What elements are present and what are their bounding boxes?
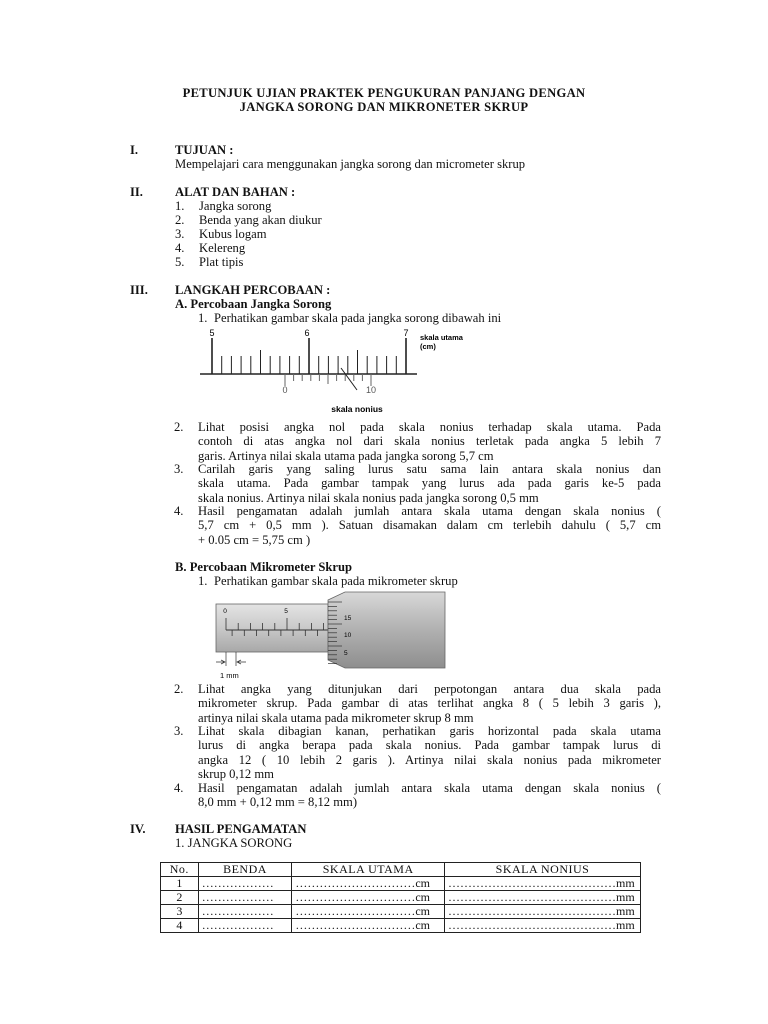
section-heading-alat: ALAT DAN BAHAN : bbox=[175, 185, 296, 199]
caliper-nonius-scale-ticks bbox=[285, 374, 371, 386]
skala-nonius-cell[interactable]: ……………………………………mm bbox=[445, 877, 641, 891]
skala-utama-cell[interactable]: …………………………cm bbox=[292, 905, 445, 919]
caliper-scale-figure bbox=[195, 326, 485, 418]
caliper-step-3: 3. Carilah garis yang saling lurus satu sama lain antara skala nonius dan skala utama. Pada gambar tampak yang lurus ada pada garis ke-5 pada skala nonius. Artinya nilai skala nonius pada jangka sorong 0,5 mm bbox=[174, 462, 661, 505]
micrometer-step-2: 2. Lihat angka yang ditunjukan dari perpotongan antara dua skala pada mikrometer skrup. Pada gambar di atas terlihat angka 8 ( 5 lebih 3 garis ), artinya nilai skala utama pada mikrometer skrup 8 mm bbox=[174, 682, 661, 725]
row-number: 1 bbox=[161, 877, 199, 891]
skala-utama-cell[interactable]: …………………………cm bbox=[292, 919, 445, 933]
benda-cell[interactable]: ……………… bbox=[198, 919, 292, 933]
micrometer-thimble-number: 10 bbox=[344, 632, 352, 639]
skala-utama-cell[interactable]: …………………………cm bbox=[292, 877, 445, 891]
caliper-label-nonius: skala nonius bbox=[331, 404, 383, 414]
caliper-main-number: 7 bbox=[403, 328, 409, 338]
micrometer-label-mm: 1 mm bbox=[220, 671, 239, 680]
section-number-2: II. bbox=[130, 185, 143, 199]
subsection-a-heading: A. Percobaan Jangka Sorong bbox=[175, 297, 332, 311]
tujuan-text: Mempelajari cara menggunakan jangka sorong dan micrometer skrup bbox=[175, 157, 526, 171]
caliper-main-number: 5 bbox=[209, 328, 215, 338]
column-header: BENDA bbox=[198, 863, 292, 877]
row-number: 3 bbox=[161, 905, 199, 919]
table-row bbox=[161, 905, 641, 919]
section-heading-hasil: HASIL PENGAMATAN bbox=[175, 822, 307, 836]
micrometer-step-3: 3. Lihat skala dibagian kanan, perhatikan garis horizontal pada skala utama lurus di angka berapa pada skala nonius. Pada gambar tampak lurus di angka 12 ( 10 lebih 2 garis ). Artinya nilai skala nonius pada mikrometer skrup 0,12 mm bbox=[174, 724, 661, 782]
micrometer-sleeve-number: 5 bbox=[284, 608, 288, 615]
caliper-label-unit: (cm) bbox=[420, 342, 436, 351]
subsection-b-heading: B. Percobaan Mikrometer Skrup bbox=[175, 560, 353, 574]
caliper-label-main-scale: skala utama bbox=[420, 333, 463, 342]
arrow-right-icon bbox=[216, 660, 225, 664]
caliper-step-2: 2. Lihat posisi angka nol pada skala nonius terhadap skala utama. Pada contoh di atas angka nol dari skala nonius terletak pada angka 5 lebih 7 garis. Artinya nilai skala utama pada jangka sorong 5,7 cm bbox=[174, 420, 661, 463]
section-heading-langkah: LANGKAH PERCOBAAN : bbox=[175, 283, 331, 297]
micrometer-thimble-number: 5 bbox=[344, 650, 348, 657]
column-header: SKALA UTAMA bbox=[292, 863, 445, 877]
section-heading-tujuan: TUJUAN : bbox=[175, 143, 234, 157]
table-row bbox=[161, 919, 641, 933]
table-header-row bbox=[161, 863, 641, 877]
micrometer-step-4: 4. Hasil pengamatan adalah jumlah antara skala utama dengan skala nonius ( 8,0 mm + 0,12 mm = 8,12 mm) bbox=[174, 781, 661, 810]
benda-cell[interactable]: ……………… bbox=[198, 905, 292, 919]
page-title-line-1: PETUNJUK UJIAN PRAKTEK PENGUKURAN PANJANG DENGAN bbox=[182, 86, 586, 100]
skala-nonius-cell[interactable]: ……………………………………mm bbox=[445, 891, 641, 905]
micrometer-scale-figure bbox=[212, 586, 452, 682]
benda-cell[interactable]: ……………… bbox=[198, 877, 292, 891]
section-number-4: IV. bbox=[130, 822, 146, 836]
section-number-1: I. bbox=[130, 143, 139, 157]
row-number: 2 bbox=[161, 891, 199, 905]
micrometer-sleeve-number: 0 bbox=[223, 608, 227, 615]
caliper-pointer-line bbox=[341, 368, 357, 390]
caliper-main-number: 6 bbox=[304, 328, 310, 338]
table-row bbox=[161, 891, 641, 905]
hasil-subheading: 1. JANGKA SORONG bbox=[175, 836, 293, 850]
skala-utama-cell[interactable]: …………………………cm bbox=[292, 891, 445, 905]
table-row bbox=[161, 877, 641, 891]
skala-nonius-cell[interactable]: ……………………………………mm bbox=[445, 919, 641, 933]
section-number-3: III. bbox=[130, 283, 148, 297]
benda-cell[interactable]: ……………… bbox=[198, 891, 292, 905]
results-table bbox=[160, 862, 641, 933]
caliper-nonius-number: 10 bbox=[365, 385, 377, 395]
page-title-line-2: JANGKA SORONG DAN MIKRONETER SKRUP bbox=[239, 100, 529, 114]
row-number: 4 bbox=[161, 919, 199, 933]
skala-nonius-cell[interactable]: ……………………………………mm bbox=[445, 905, 641, 919]
arrow-left-icon bbox=[237, 660, 246, 664]
micrometer-thimble-number: 15 bbox=[344, 615, 352, 622]
column-header: SKALA NONIUS bbox=[445, 863, 641, 877]
column-header: No. bbox=[161, 863, 199, 877]
caliper-step-4: 4. Hasil pengamatan adalah jumlah antara skala utama dengan skala nonius ( 5,7 cm + 0,5 mm ). Satuan disamakan dalam cm terlebih dahulu ( 5,7 cm + 0.05 cm = 5,75 cm ) bbox=[174, 504, 661, 547]
caliper-main-scale-ticks bbox=[212, 338, 406, 374]
caliper-nonius-number: 0 bbox=[282, 385, 288, 395]
